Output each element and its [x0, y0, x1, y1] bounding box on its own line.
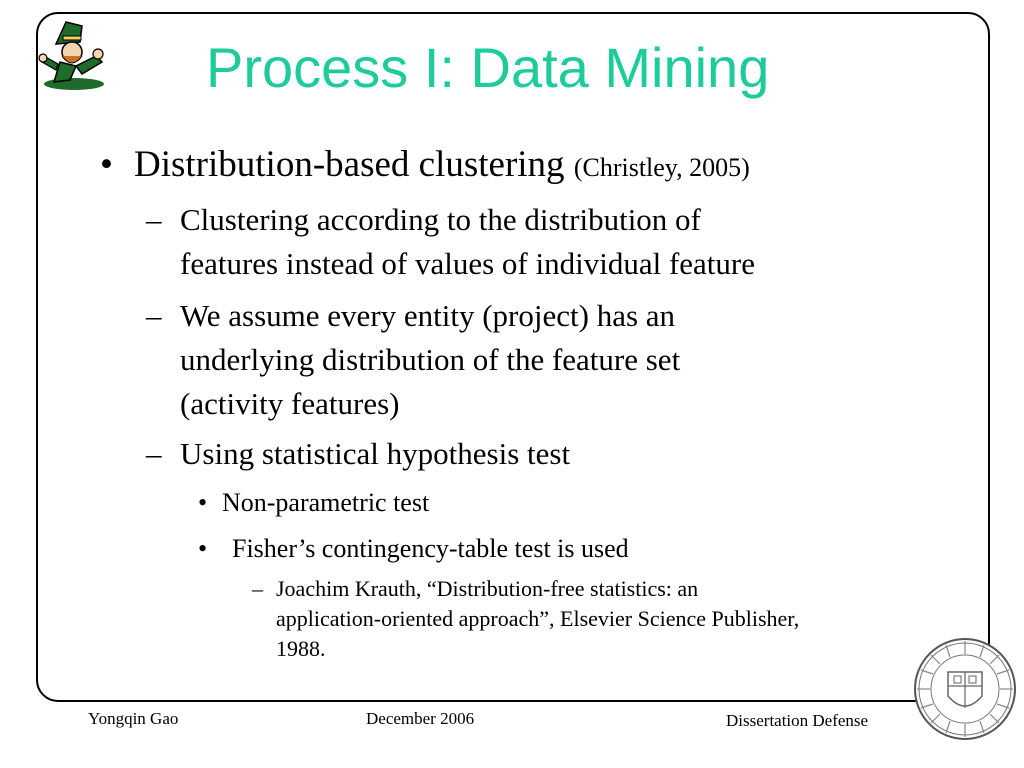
sub-item-line: We assume every entity (project) has an: [180, 298, 676, 333]
slide-title: Process I: Data Mining: [206, 36, 770, 99]
leprechaun-logo-icon: [36, 16, 112, 92]
sub-item-line: Clustering according to the distribution of: [180, 202, 701, 237]
dash-marker: –: [146, 298, 162, 333]
reference-line: 1988.: [276, 636, 326, 661]
bullet-item: [134, 146, 750, 183]
citation: (Christley, 2005): [573, 153, 750, 182]
sub-item-line: Using statistical hypothesis test: [180, 436, 571, 471]
sub-item-line: underlying distribution of the feature set: [180, 342, 681, 377]
bullet-text: Distribution-based clustering: [134, 144, 565, 185]
dash-marker: –: [252, 576, 263, 601]
university-seal-icon: [912, 636, 1018, 742]
dash-marker: –: [146, 436, 162, 471]
footer-date: December 2006: [366, 709, 475, 728]
footer-author: Yongqin Gao: [88, 709, 179, 728]
bullet-marker: •: [198, 534, 208, 563]
sub-item-line: (activity features): [180, 386, 400, 421]
reference-line: application-oriented approach”, Elsevier Science Publisher,: [276, 606, 800, 631]
sub-item-line: features instead of values of individual feature: [180, 246, 755, 281]
bullet-marker: •: [100, 144, 113, 185]
reference-line: Joachim Krauth, “Distribution-free statistics: an: [276, 576, 699, 601]
sub-sub-item: Fisher’s contingency-table test is used: [232, 534, 629, 563]
bullet-marker: •: [198, 488, 208, 517]
footer-event: Dissertation Defense: [726, 711, 869, 730]
dash-marker: –: [146, 202, 162, 237]
sub-sub-item: Non-parametric test: [222, 488, 430, 517]
